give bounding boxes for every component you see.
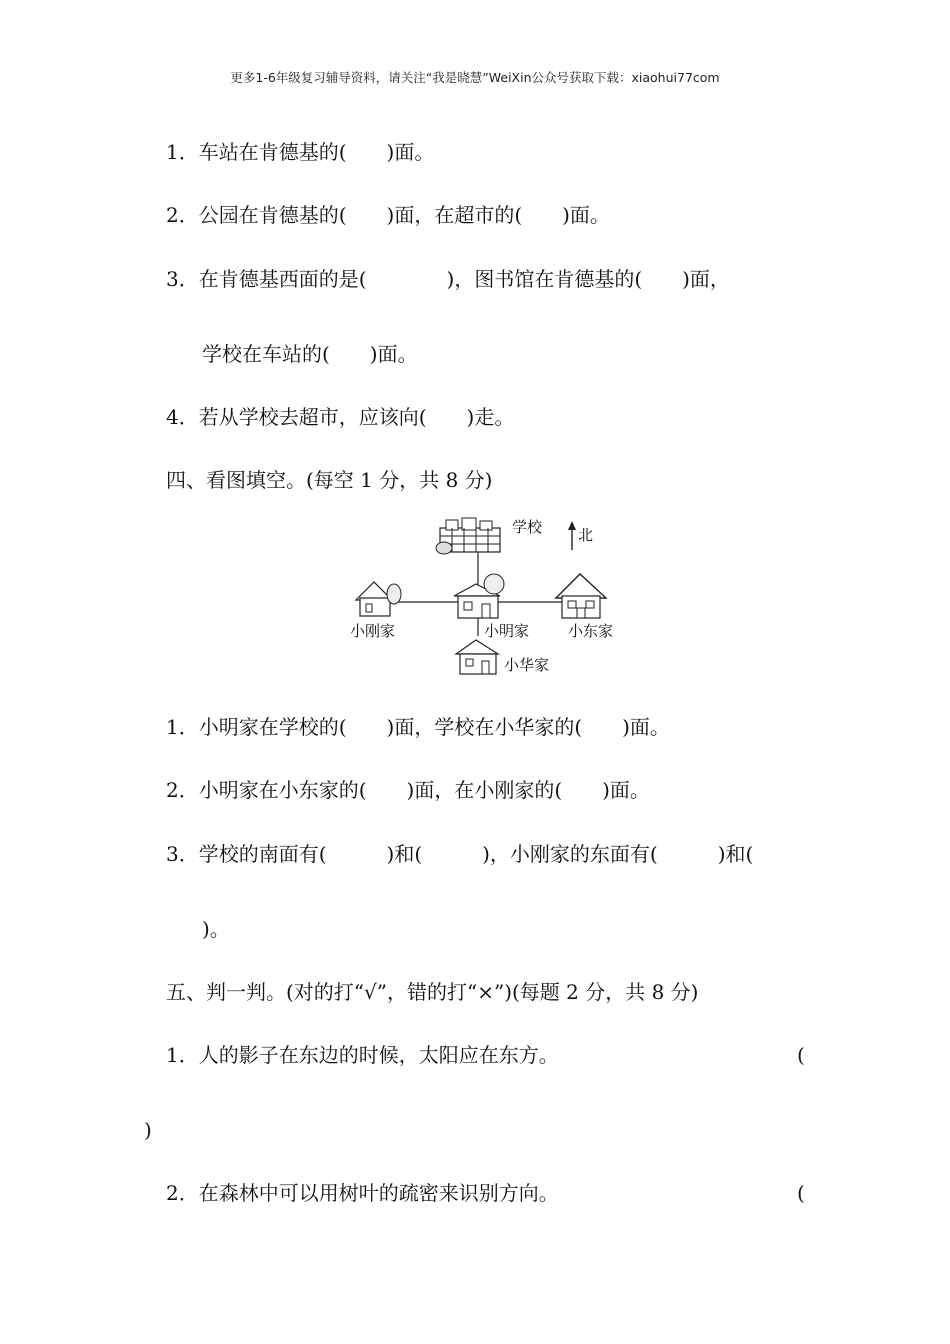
xiaogang-house-icon — [356, 582, 401, 616]
question-3-line-2: 学校在车站的( )面。 — [202, 342, 418, 366]
xiaodong-house-icon — [556, 574, 606, 618]
judge-question-1: 1．人的影子在东边的时候，太阳应在东方。 — [166, 1043, 559, 1067]
label-xiaoming: 小明家 — [484, 622, 530, 640]
judge-1-open-paren: ( — [797, 1043, 805, 1067]
judge-question-2: 2．在森林中可以用树叶的疏密来识别方向。 — [166, 1181, 559, 1205]
school-building-icon — [436, 518, 500, 554]
map-question-2: 2．小明家在小东家的( )面，在小刚家的( )面。 — [166, 778, 650, 802]
label-school: 学校 — [512, 518, 543, 536]
xiaohua-house-icon — [456, 640, 498, 674]
xiaoming-house-icon — [454, 574, 504, 618]
judge-1-close-paren: ) — [144, 1118, 152, 1142]
map-question-3-line-1: 3．学校的南面有( )和( )，小刚家的东面有( )和( — [166, 842, 754, 866]
map-question-3-line-2: )。 — [202, 917, 230, 941]
direction-map — [340, 508, 640, 684]
label-north: 北 — [578, 526, 594, 544]
question-3-line-1: 3．在肯德基西面的是( )，图书馆在肯德基的( )面， — [166, 267, 730, 291]
label-xiaodong: 小东家 — [568, 622, 614, 640]
map-question-1: 1．小明家在学校的( )面，学校在小华家的( )面。 — [166, 715, 670, 739]
north-arrow-icon — [568, 521, 576, 550]
label-xiaohua: 小华家 — [504, 656, 550, 674]
judge-2-open-paren: ( — [797, 1181, 805, 1205]
question-2: 2．公园在肯德基的( )面，在超市的( )面。 — [166, 203, 610, 227]
page-header: 更多1-6年级复习辅导资料，请关注“我是晓慧”WeiXin公众号获取下载：xiaohui77com — [230, 70, 720, 85]
section-5-title: 五、判一判。(对的打“√”，错的打“×”)(每题 2 分，共 8 分) — [166, 980, 699, 1004]
label-xiaogang: 小刚家 — [350, 622, 396, 640]
question-4: 4．若从学校去超市，应该向( )走。 — [166, 405, 515, 429]
section-4-title: 四、看图填空。(每空 1 分，共 8 分) — [166, 468, 493, 492]
question-1: 1．车站在肯德基的( )面。 — [166, 140, 435, 164]
